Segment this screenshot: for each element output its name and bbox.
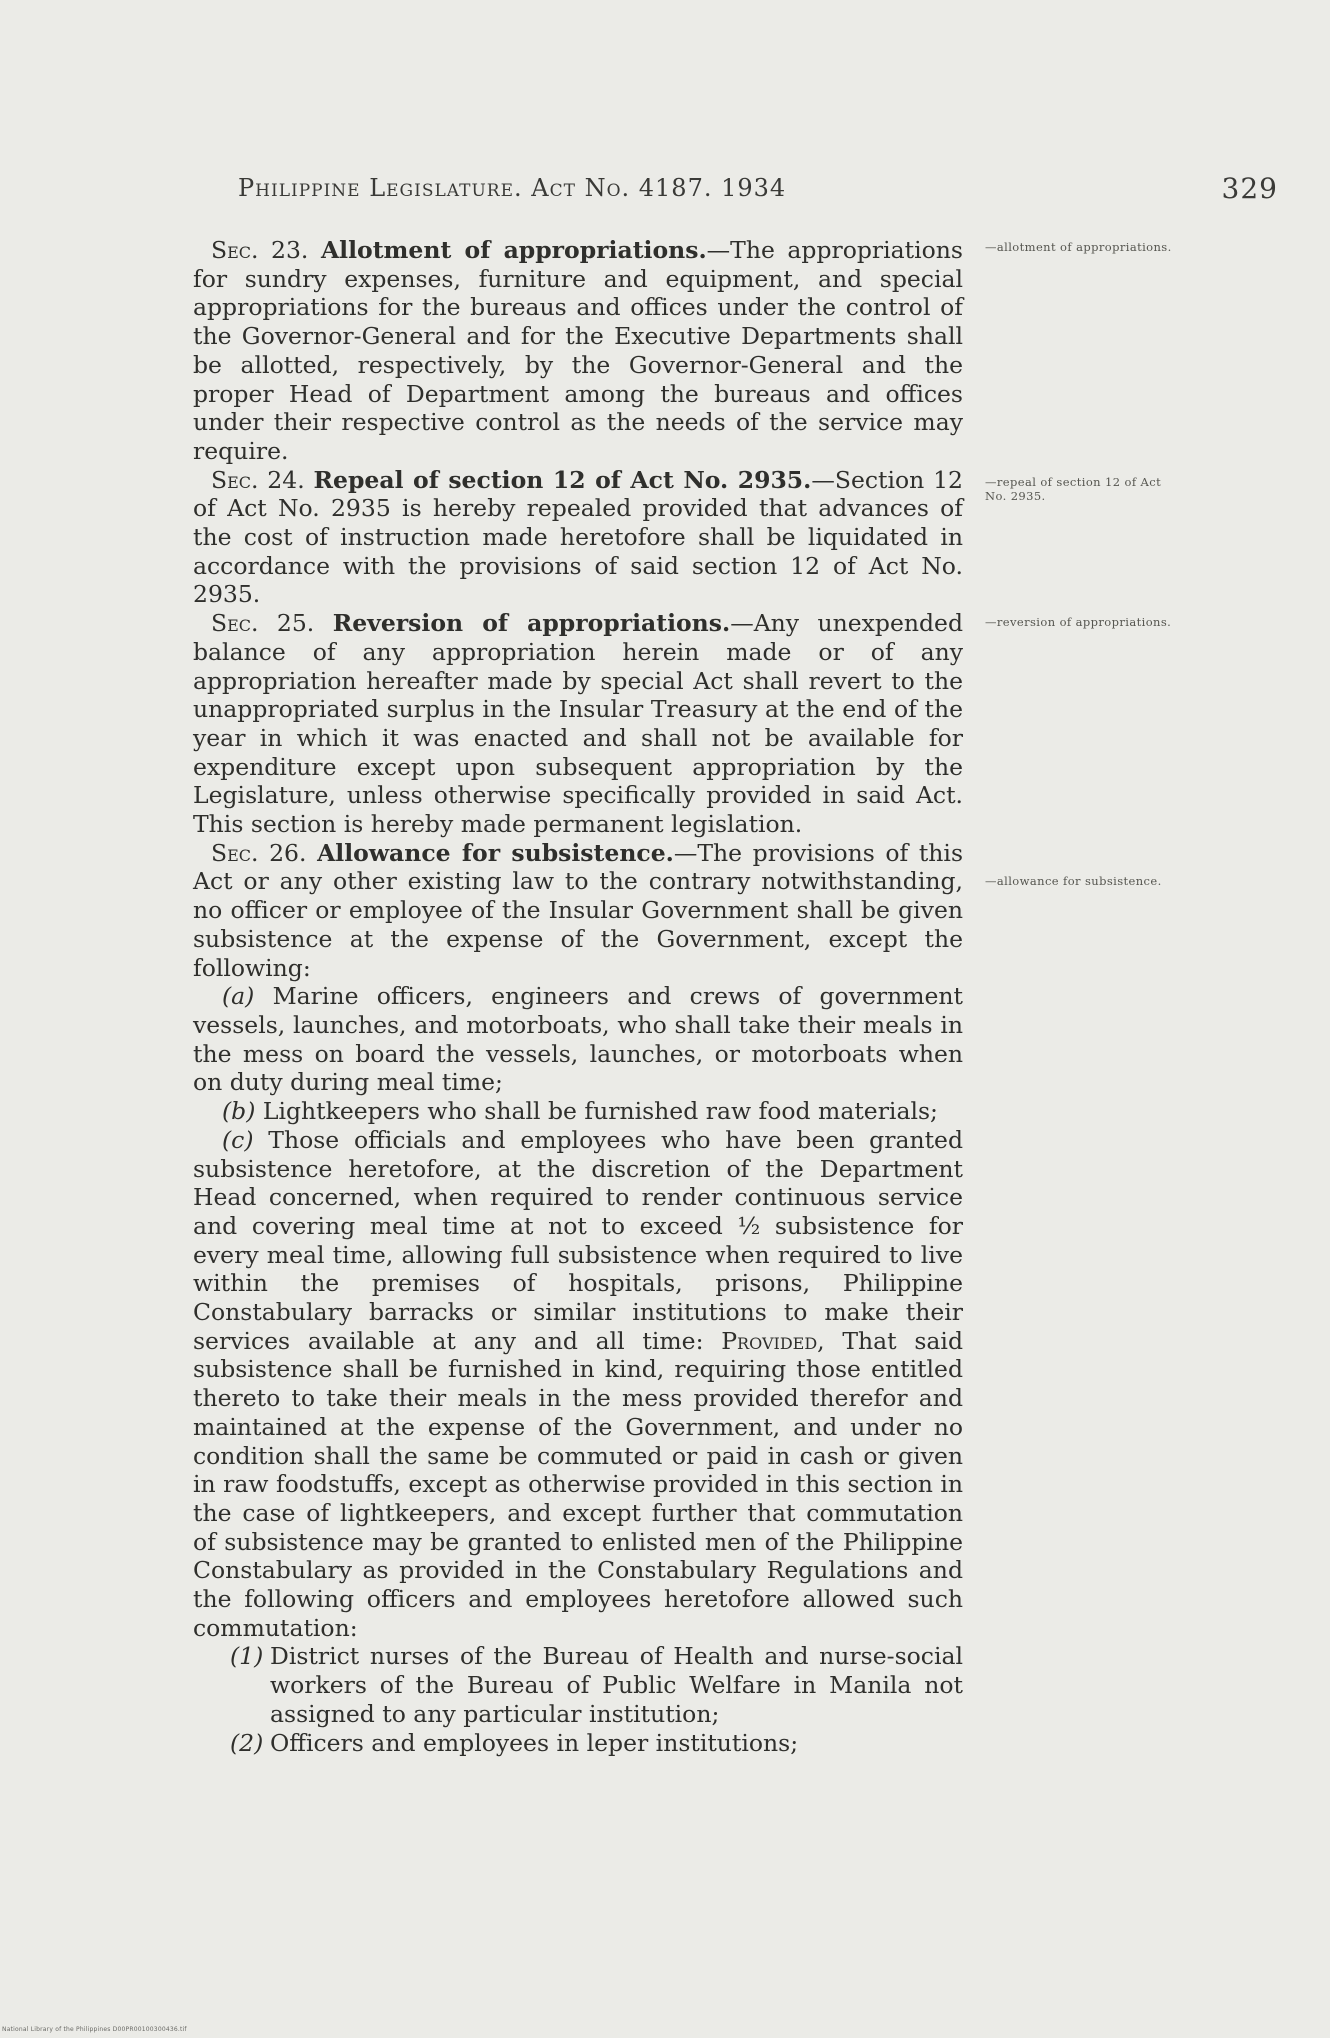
scan-source-label: National Library of the Philippines D00PR00100300436.tif <box>2 2026 187 2033</box>
section-25-title: Reversion of appropriations. <box>332 609 731 638</box>
item-a-text: Marine officers, engineers and crews of government vessels, launches, and motorboats, who shall take their meals in the mess on board the vessels, launches, or motorboats when on duty during meal time; <box>193 982 963 1097</box>
item-c-text-before: Those officials and employees who have been granted subsistence heretofore, at the discretion of the Department Head concerned, when required to render continuous service and covering meal time at not to exceed ½ subsistence for every meal time, allowing full subsistence when required to live within the premises of hospitals, prisons, Philippine Constabulary barracks or similar institutions to make their services available at any and all time: <box>193 1125 963 1355</box>
item-a-enum: (a) <box>222 982 255 1011</box>
section-26-item-a <box>193 982 963 1097</box>
list-item-number: (2) <box>230 1728 264 1757</box>
section-24 <box>193 466 963 610</box>
section-25 <box>193 609 963 839</box>
section-26-label: Sec. 26. <box>211 838 307 867</box>
section-23-label: Sec. 23. <box>211 236 309 264</box>
section-24-text: —Section 12 of Act No. 2935 is hereby repealed provided that advances of the cost of instruction made heretofore shall be liquidated in accordance with the provisions of said section 12 of Act No. 2935. <box>193 465 963 609</box>
item-b-enum: (b) <box>222 1097 256 1126</box>
list-item-text: District nurses of the Bureau of Health and nurse-social workers of the Bureau of Public Welfare in Manila not assigned to any particular institution; <box>270 1642 963 1728</box>
margin-note-section-24: —repeal of section 12 of Act No. 2935. <box>985 475 1162 503</box>
margin-note-section-25: —reversion of appropriations. <box>985 615 1172 629</box>
list-item-number: (1) <box>230 1642 264 1671</box>
item-b-text: Lightkeepers who shall be furnished raw food materials; <box>262 1097 938 1126</box>
section-24-title: Repeal of section 12 of Act No. 2935. <box>313 465 812 494</box>
section-26-item-c <box>193 1126 963 1643</box>
running-head <box>238 174 1278 214</box>
item-c-text-after: , That said subsistence shall be furnished in kind, requiring those entitled thereto to take their meals in the mess provided therefor and maintained at the expense of the Government, and under no condition shall the same be commuted or paid in cash or given in raw foodstuffs, except as otherwise provided in this section in the case of lightkeepers, and except further that commutation of subsistence may be granted to enlisted men of the Philippine Constabulary as provided in the Constabulary Regulations and the following officers and employees heretofore allowed such commutation: <box>193 1326 963 1642</box>
section-26-title: Allowance for subsistence. <box>317 838 674 867</box>
section-26 <box>193 839 963 983</box>
section-24-label: Sec. 24. <box>211 465 305 494</box>
list-item-text: Officers and employees in leper institutions; <box>270 1728 799 1757</box>
list-item <box>193 1729 963 1758</box>
margin-note-section-23: —allotment of appropriations. <box>985 240 1172 254</box>
item-c-provided: Provided <box>721 1326 818 1355</box>
section-23-text: —The appropriations for sundry expenses, furniture and equipment, and special appropriations for the bureaus and offices under the control of the Governor-General and for the Executive Departments shall be allotted, respectively, by the Governor-General and the proper Head of Department among the bureaus and offices under their respective control as the needs of the service may require. <box>193 236 963 465</box>
section-26-item-b <box>193 1097 963 1126</box>
section-23 <box>193 236 963 466</box>
section-25-text: —Any unexpended balance of any appropriation herein made or of any appropriation hereafter made by special Act shall revert to the unappropriated surplus in the Insular Treasury at the end of the year in which it was enacted and shall not be available for expenditure except upon subsequent appropriation by the Legislature, unless otherwise specifically provided in said Act. This section is hereby made permanent legislation. <box>193 609 963 839</box>
list-item <box>193 1642 963 1728</box>
section-25-label: Sec. 25. <box>211 609 315 638</box>
commutation-list <box>193 1642 963 1757</box>
section-23-title: Allotment of appropriations. <box>320 236 707 264</box>
running-head-title: Philippine Legislature. Act No. 4187. 1934 <box>238 174 787 202</box>
section-26-text: —The provisions of this Act or any other existing law to the contrary notwithstanding, no officer or employee of the Insular Government shall be given subsistence at the expense of the Government, except the following: <box>193 838 963 982</box>
body-text <box>193 236 963 1757</box>
margin-note-section-26: —allowance for subsistence. <box>985 874 1162 888</box>
item-c-enum: (c) <box>222 1125 254 1154</box>
page-number: 329 <box>1221 172 1278 205</box>
